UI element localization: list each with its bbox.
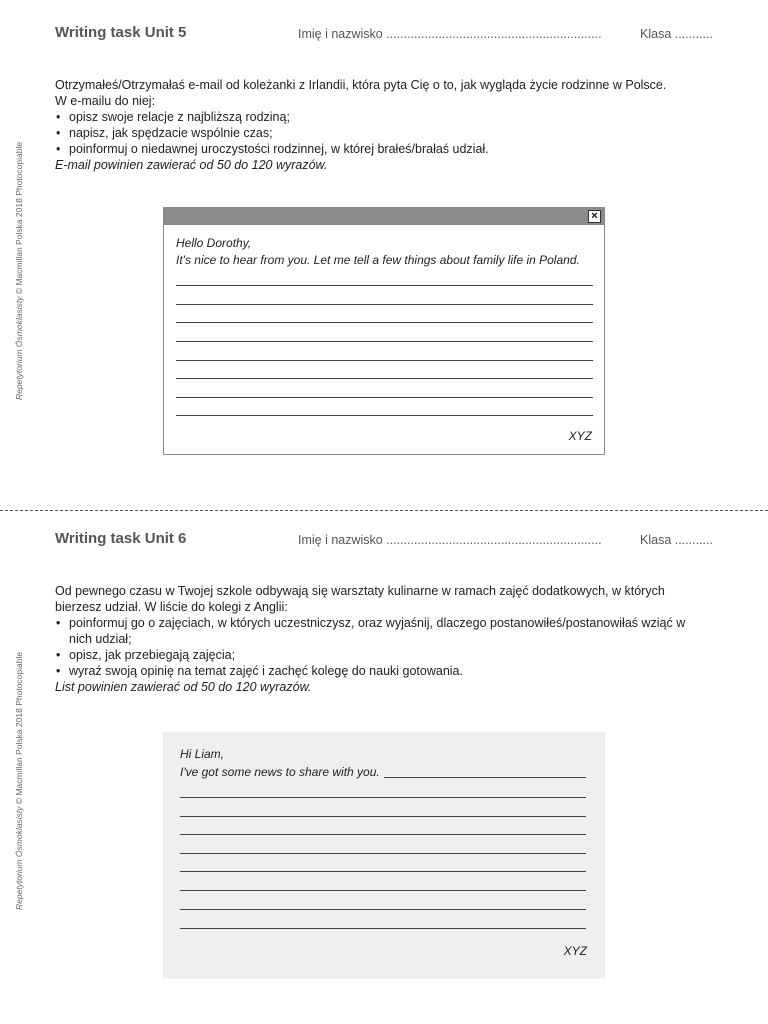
list-item: • wyraź swoją opinię na temat zajęć i zachęć kolegę do nauki gotowania.: [55, 663, 695, 679]
list-item: • opisz, jak przebiegają zajęcia;: [55, 647, 695, 663]
unit5-task-list: [55, 109, 705, 157]
unit6-intro: Od pewnego czasu w Twojej szkole odbywają się warsztaty kulinarne w ramach zajęć dodatkowych, w których: [55, 584, 665, 598]
writing-line[interactable]: [176, 341, 593, 342]
writing-line[interactable]: [180, 797, 586, 798]
unit6-intro-2: bierzesz udział. W liście do kolegi z Anglii:: [55, 600, 288, 614]
letter-opening: I've got some news to share with you.: [180, 765, 380, 779]
writing-line[interactable]: [180, 853, 586, 854]
writing-line[interactable]: [384, 777, 586, 778]
close-icon[interactable]: ×: [588, 210, 601, 223]
unit5-intro-2: W e-mailu do niej:: [55, 94, 156, 108]
unit6-name-field[interactable]: Imię i nazwisko ..............................................................: [298, 533, 602, 547]
writing-line[interactable]: [176, 415, 593, 416]
writing-line[interactable]: [176, 285, 593, 286]
email-titlebar: [164, 208, 604, 225]
unit5-header: [55, 24, 715, 48]
writing-line[interactable]: [180, 928, 586, 929]
writing-line[interactable]: [180, 816, 586, 817]
unit5-instructions: [55, 77, 705, 173]
writing-line[interactable]: [176, 304, 593, 305]
unit5-title: Writing task Unit 5: [55, 24, 187, 41]
unit5-name-field[interactable]: Imię i nazwisko ..............................................................: [298, 27, 602, 41]
writing-line[interactable]: [180, 909, 586, 910]
letter-signature: XYZ: [563, 944, 587, 958]
writing-line[interactable]: [176, 397, 593, 398]
list-item: • opisz swoje relacje z najbliższą rodziną;: [55, 109, 705, 125]
unit5-intro: Otrzymałeś/Otrzymałaś e-mail od koleżanki z Irlandii, która pyta Cię o to, jak wygląda życie rodzinne w Polsce.: [55, 78, 667, 92]
letter-box: [163, 732, 605, 979]
unit6-class-field[interactable]: Klasa ...........: [640, 533, 713, 547]
writing-line[interactable]: [176, 378, 593, 379]
copyright-note: Repetytorium Ósmoklasisty © Macmillan Polska 2018 Photocopiable: [14, 651, 24, 910]
letter-greeting: Hi Liam,: [180, 747, 225, 761]
email-signature: XYZ: [568, 429, 592, 443]
unit6-header: [55, 530, 715, 554]
writing-line[interactable]: [180, 890, 586, 891]
unit6-word-requirement: List powinien zawierać od 50 do 120 wyrazów.: [55, 680, 312, 694]
writing-line[interactable]: [180, 871, 586, 872]
unit5-word-requirement: E-mail powinien zawierać od 50 do 120 wyrazów.: [55, 158, 328, 172]
list-item: • poinformuj o niedawnej uroczystości rodzinnej, w której brałeś/brałaś udział.: [55, 141, 705, 157]
list-item: • poinformuj go o zajęciach, w których uczestniczysz, oraz wyjaśnij, dlaczego postanowiłeś/postanowiłaś wziąć w nich udział;: [55, 615, 695, 647]
copyright-note: Repetytorium Ósmoklasisty © Macmillan Polska 2018 Photocopiable: [14, 141, 24, 400]
writing-line[interactable]: [180, 834, 586, 835]
unit6-task-list: [55, 615, 695, 679]
email-window: [163, 207, 605, 455]
unit6-instructions: [55, 583, 695, 695]
email-opening: It's nice to hear from you. Let me tell a few things about family life in Poland.: [176, 253, 580, 267]
unit5-class-field[interactable]: Klasa ...........: [640, 27, 713, 41]
list-item: • napisz, jak spędzacie wspólnie czas;: [55, 125, 705, 141]
email-greeting: Hello Dorothy,: [176, 236, 252, 250]
unit6-title: Writing task Unit 6: [55, 530, 187, 547]
writing-line[interactable]: [176, 322, 593, 323]
cut-line: [0, 510, 768, 511]
writing-line[interactable]: [176, 360, 593, 361]
